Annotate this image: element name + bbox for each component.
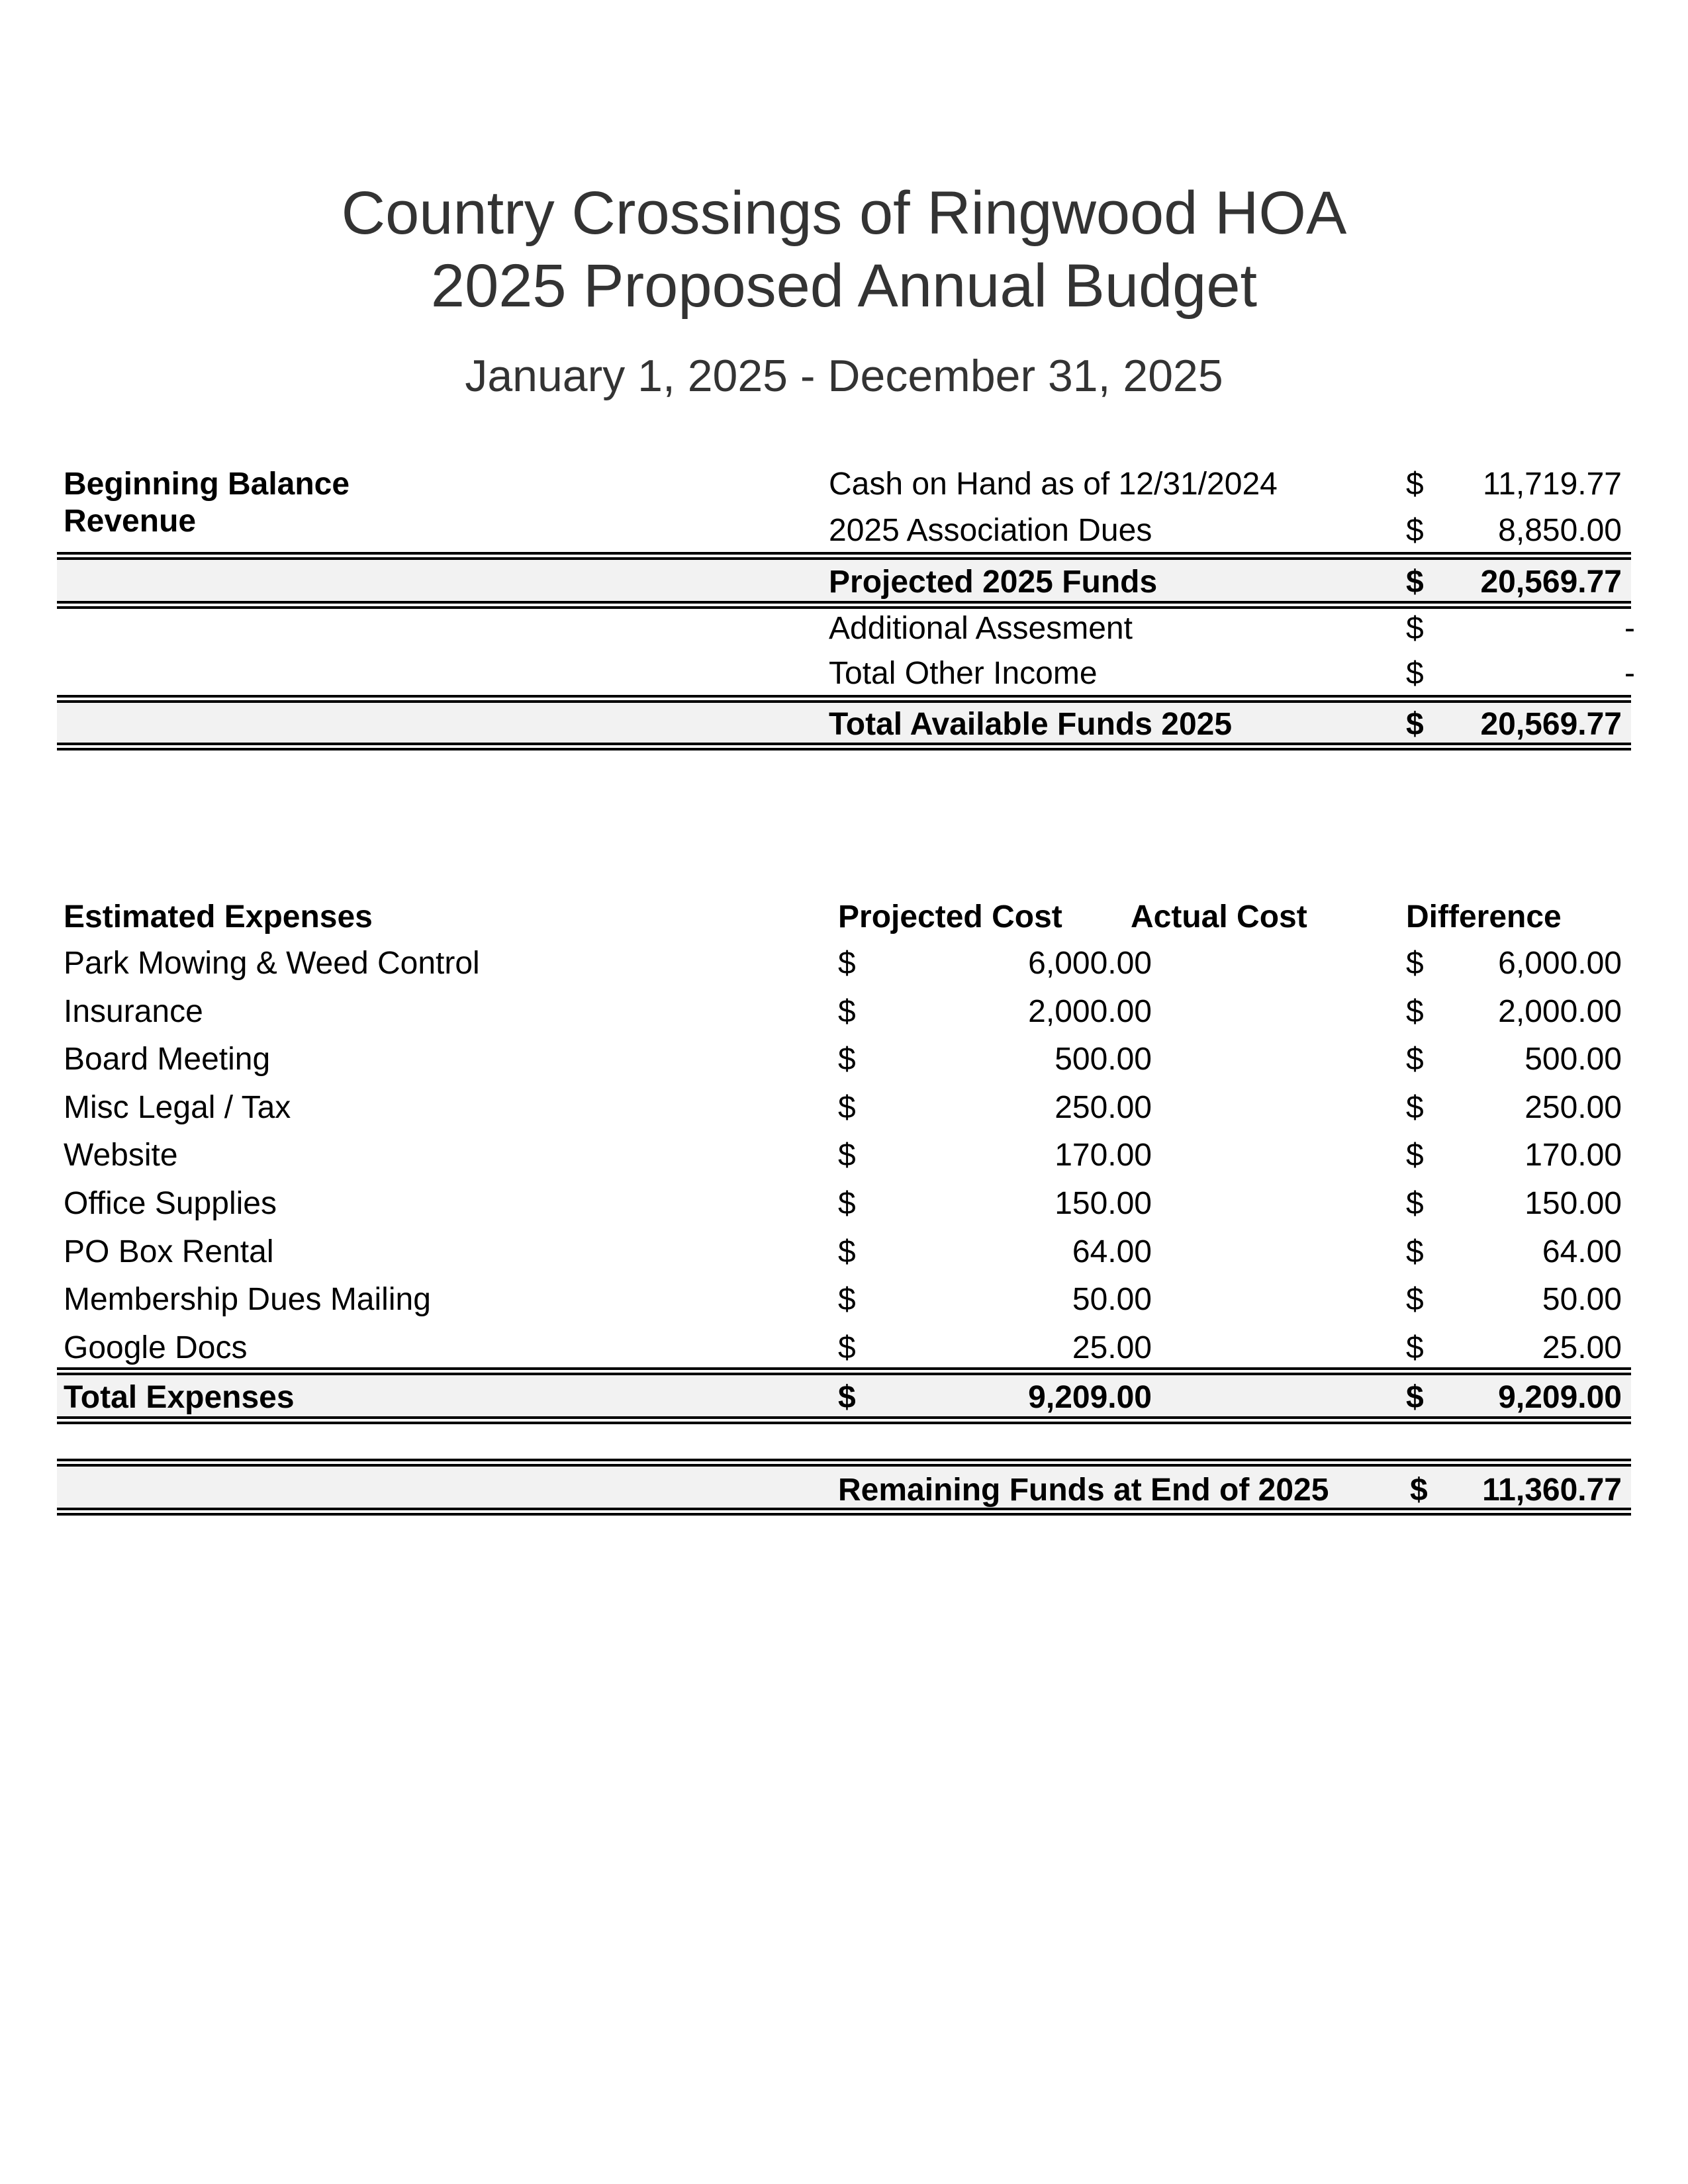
expense-projected-amount: 170.00 bbox=[1055, 1138, 1152, 1173]
cash-on-hand-amount: 11,719.77 bbox=[1483, 467, 1622, 502]
remaining-funds-amount: 11,360.77 bbox=[1482, 1473, 1622, 1508]
expense-row bbox=[57, 1185, 1631, 1225]
expense-item-label: Insurance bbox=[64, 993, 203, 1029]
expense-item-label: Park Mowing & Weed Control bbox=[64, 946, 480, 981]
currency-symbol: $ bbox=[838, 993, 856, 1029]
expense-projected-amount: 500.00 bbox=[1055, 1042, 1152, 1077]
double-rule bbox=[57, 1459, 1631, 1467]
expense-row bbox=[57, 1330, 1631, 1369]
expense-projected-amount: 25.00 bbox=[1072, 1330, 1152, 1365]
currency-symbol: $ bbox=[838, 1282, 856, 1318]
currency-symbol: $ bbox=[838, 1330, 856, 1365]
expenses-header-item: Estimated Expenses bbox=[64, 899, 373, 934]
expenses-total-row bbox=[57, 1375, 1631, 1416]
expense-projected-amount: 150.00 bbox=[1055, 1186, 1152, 1221]
total-other-income-label: Total Other Income bbox=[829, 656, 1098, 691]
currency-symbol: $ bbox=[838, 1234, 856, 1269]
funds-row-total-available bbox=[57, 703, 1631, 743]
expense-row bbox=[57, 945, 1631, 985]
expense-row bbox=[57, 1041, 1631, 1081]
double-rule bbox=[57, 601, 1631, 609]
association-dues-amount: 8,850.00 bbox=[1498, 513, 1622, 548]
expenses-header-difference: Difference bbox=[1406, 899, 1562, 934]
currency-symbol: $ bbox=[838, 1138, 856, 1173]
expense-item-label: PO Box Rental bbox=[64, 1234, 274, 1269]
currency-symbol: $ bbox=[1406, 1138, 1424, 1173]
cash-on-hand-label: Cash on Hand as of 12/31/2024 bbox=[829, 467, 1278, 502]
expense-row bbox=[57, 993, 1631, 1033]
currency-symbol: $ bbox=[838, 1042, 856, 1077]
expense-item-label: Misc Legal / Tax bbox=[64, 1089, 291, 1125]
expenses-header-actual: Actual Cost bbox=[1131, 899, 1307, 934]
expense-item-label: Website bbox=[64, 1138, 178, 1173]
additional-assessment-amount: - bbox=[1624, 611, 1635, 646]
double-rule bbox=[57, 552, 1631, 560]
beginning-balance-label: Beginning Balance bbox=[64, 467, 350, 502]
expense-difference-amount: 150.00 bbox=[1524, 1186, 1622, 1221]
expenses-header-projected: Projected Cost bbox=[838, 899, 1062, 934]
budget-period: January 1, 2025 - December 31, 2025 bbox=[465, 351, 1223, 401]
expense-row bbox=[57, 1281, 1631, 1321]
total-available-amount: 20,569.77 bbox=[1480, 707, 1622, 742]
funds-row-projected bbox=[57, 560, 1631, 601]
currency-symbol: $ bbox=[1406, 707, 1424, 742]
currency-symbol: $ bbox=[1406, 1089, 1424, 1125]
remaining-funds-label: Remaining Funds at End of 2025 bbox=[838, 1473, 1329, 1508]
document-title: Country Crossings of Ringwood HOA bbox=[341, 179, 1347, 247]
expense-row bbox=[57, 1137, 1631, 1177]
funds-row-additional-assessment bbox=[57, 610, 1635, 650]
currency-symbol: $ bbox=[1406, 1234, 1424, 1269]
double-rule bbox=[57, 695, 1631, 703]
currency-symbol: $ bbox=[1406, 565, 1424, 600]
total-projected-amount: 9,209.00 bbox=[1028, 1380, 1152, 1415]
expense-projected-amount: 2,000.00 bbox=[1028, 993, 1152, 1029]
double-rule bbox=[57, 1416, 1631, 1424]
document-subtitle: 2025 Proposed Annual Budget bbox=[430, 252, 1258, 320]
expense-difference-amount: 2,000.00 bbox=[1498, 993, 1622, 1029]
projected-funds-label: Projected 2025 Funds bbox=[829, 565, 1158, 600]
expense-difference-amount: 64.00 bbox=[1542, 1234, 1622, 1269]
total-available-label: Total Available Funds 2025 bbox=[829, 707, 1233, 742]
total-expenses-label: Total Expenses bbox=[64, 1380, 295, 1415]
remaining-funds-row bbox=[57, 1467, 1631, 1508]
currency-symbol: $ bbox=[1406, 467, 1424, 502]
currency-symbol: $ bbox=[1406, 946, 1424, 981]
expense-row bbox=[57, 1089, 1631, 1129]
expense-difference-amount: 25.00 bbox=[1542, 1330, 1622, 1365]
currency-symbol: $ bbox=[1406, 1380, 1424, 1415]
revenue-label: Revenue bbox=[64, 504, 197, 539]
currency-symbol: $ bbox=[1406, 1330, 1424, 1365]
expense-item-label: Board Meeting bbox=[64, 1042, 271, 1077]
funds-row-cash-on-hand bbox=[57, 466, 1631, 506]
total-difference-amount: 9,209.00 bbox=[1498, 1380, 1622, 1415]
currency-symbol: $ bbox=[838, 946, 856, 981]
currency-symbol: $ bbox=[1406, 1042, 1424, 1077]
expense-difference-amount: 250.00 bbox=[1524, 1089, 1622, 1125]
currency-symbol: $ bbox=[838, 1380, 856, 1415]
currency-symbol: $ bbox=[1406, 611, 1424, 646]
expense-projected-amount: 250.00 bbox=[1055, 1089, 1152, 1125]
expense-projected-amount: 64.00 bbox=[1072, 1234, 1152, 1269]
expense-difference-amount: 500.00 bbox=[1524, 1042, 1622, 1077]
expense-item-label: Google Docs bbox=[64, 1330, 248, 1365]
double-rule bbox=[57, 743, 1631, 751]
expense-projected-amount: 6,000.00 bbox=[1028, 946, 1152, 981]
currency-symbol: $ bbox=[838, 1186, 856, 1221]
currency-symbol: $ bbox=[1410, 1473, 1428, 1508]
currency-symbol: $ bbox=[1406, 656, 1424, 691]
expenses-header-row bbox=[57, 899, 1631, 938]
currency-symbol: $ bbox=[1406, 1282, 1424, 1318]
projected-funds-amount: 20,569.77 bbox=[1480, 565, 1622, 600]
expense-projected-amount: 50.00 bbox=[1072, 1282, 1152, 1318]
expense-item-label: Membership Dues Mailing bbox=[64, 1282, 431, 1318]
currency-symbol: $ bbox=[838, 1089, 856, 1125]
expense-item-label: Office Supplies bbox=[64, 1186, 277, 1221]
currency-symbol: $ bbox=[1406, 513, 1424, 548]
double-rule bbox=[57, 1508, 1631, 1516]
double-rule bbox=[57, 1367, 1631, 1375]
expense-difference-amount: 6,000.00 bbox=[1498, 946, 1622, 981]
association-dues-label: 2025 Association Dues bbox=[829, 513, 1152, 548]
funds-row-other-income bbox=[57, 655, 1635, 695]
funds-row-association-dues bbox=[57, 504, 1631, 548]
currency-symbol: $ bbox=[1406, 1186, 1424, 1221]
expense-difference-amount: 50.00 bbox=[1542, 1282, 1622, 1318]
expense-difference-amount: 170.00 bbox=[1524, 1138, 1622, 1173]
expense-row bbox=[57, 1234, 1631, 1273]
total-other-income-amount: - bbox=[1624, 656, 1635, 691]
currency-symbol: $ bbox=[1406, 993, 1424, 1029]
additional-assessment-label: Additional Assesment bbox=[829, 611, 1133, 646]
